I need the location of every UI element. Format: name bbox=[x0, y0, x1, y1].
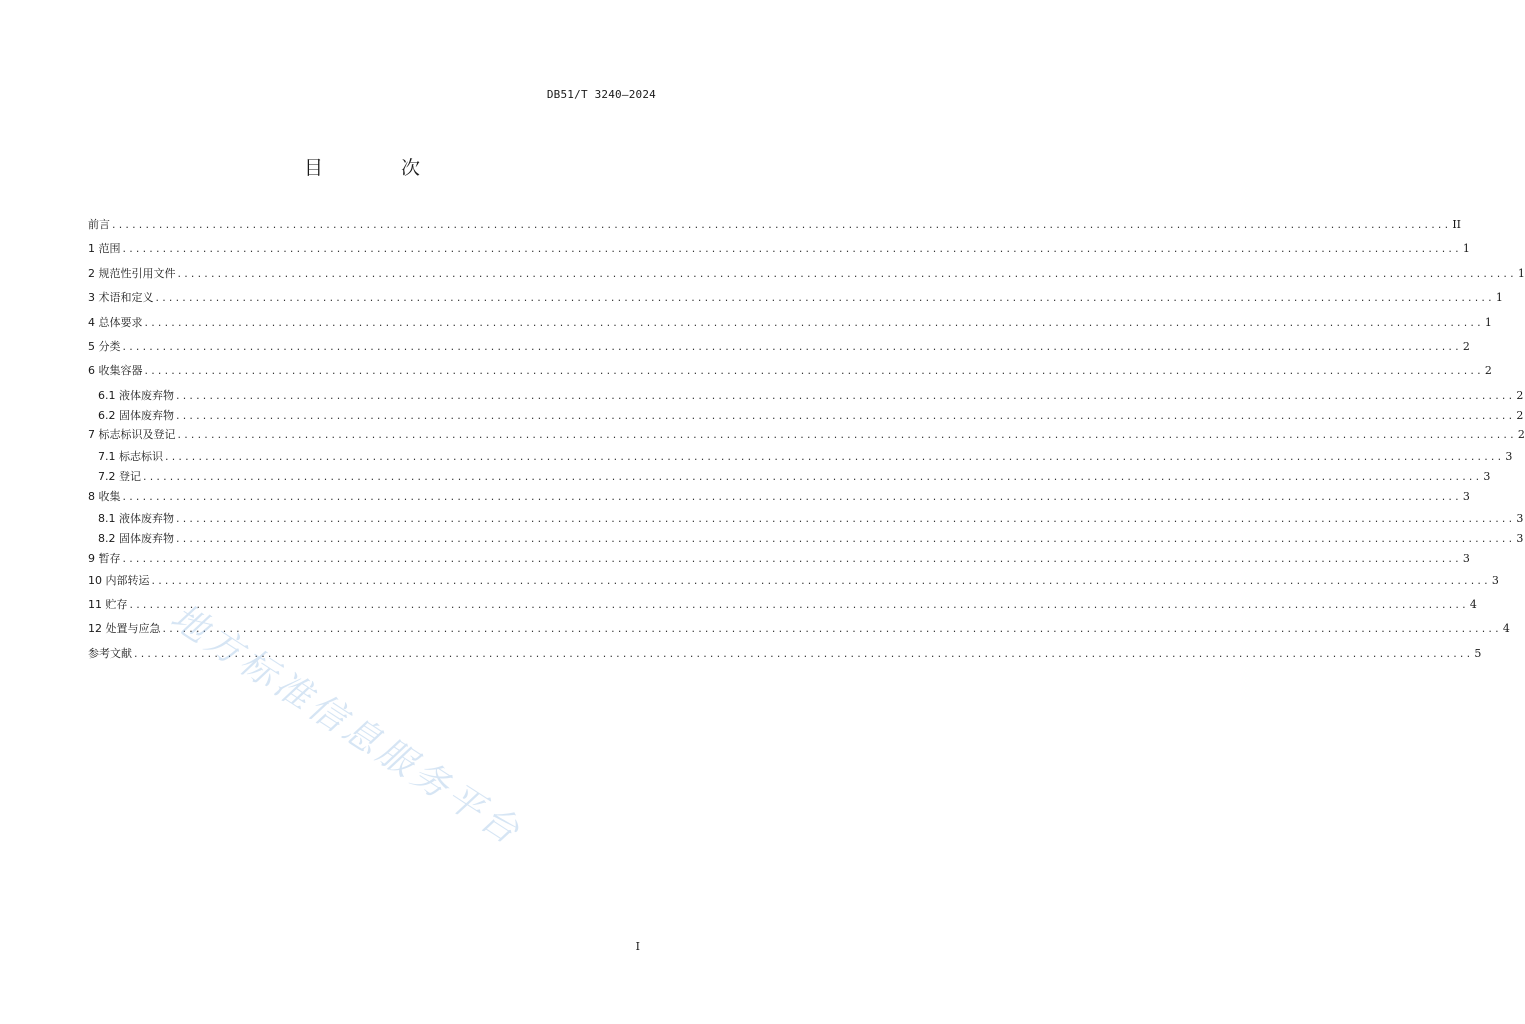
toc-entry[interactable] bbox=[88, 530, 1524, 550]
toc-entry[interactable] bbox=[88, 362, 1492, 386]
toc-entry-label: 12 处置与应急 bbox=[88, 622, 161, 636]
toc-entry-label: 10 内部转运 bbox=[88, 573, 150, 587]
toc-entry-page: 1 bbox=[1517, 266, 1525, 280]
toc-leader-dots: ........................................................................................................................................................................................................ bbox=[144, 364, 1484, 378]
toc-entry-label: 7.2 登记 bbox=[98, 470, 141, 484]
toc-leader-dots: ........................................................................................................................................................................................................ bbox=[176, 408, 1516, 422]
toc-entry-label: 9 暂存 bbox=[88, 551, 121, 565]
toc-leader-dots: ........................................................................................................................................................................................................ bbox=[144, 315, 1484, 329]
toc-leader-dots: ........................................................................................................................................................................................................ bbox=[177, 266, 1517, 280]
toc-entry-page: II bbox=[1452, 218, 1462, 231]
toc-leader-dots: ........................................................................................................................................................................................................ bbox=[122, 551, 1462, 565]
toc-entry-page: 2 bbox=[1462, 339, 1470, 353]
toc-entry-label: 6 收集容器 bbox=[88, 364, 143, 378]
toc-entry-page: 4 bbox=[1502, 622, 1510, 636]
toc-entry-page: 3 bbox=[1491, 573, 1499, 587]
toc-entry-page: 5 bbox=[1474, 646, 1482, 660]
toc-entry[interactable] bbox=[88, 338, 1470, 362]
toc-leader-dots: ........................................................................................................................................................................................................ bbox=[177, 428, 1517, 442]
toc-entry[interactable] bbox=[88, 645, 1482, 669]
toc-entry-label: 3 术语和定义 bbox=[88, 291, 154, 305]
toc-entry-page: 2 bbox=[1516, 388, 1524, 402]
toc-entry-page: 3 bbox=[1505, 450, 1513, 464]
toc-entry-label: 5 分类 bbox=[88, 339, 121, 353]
toc-leader-dots: ........................................................................................................................................................................................................ bbox=[112, 218, 1452, 231]
toc-leader-dots: ........................................................................................................................................................................................................ bbox=[122, 489, 1462, 503]
toc-entry[interactable] bbox=[88, 468, 1491, 488]
toc-entry-page: 3 bbox=[1516, 511, 1524, 525]
toc-entry[interactable] bbox=[88, 488, 1470, 510]
toc-entry[interactable] bbox=[88, 265, 1525, 289]
toc-entry-label: 2 规范性引用文件 bbox=[88, 266, 176, 280]
page-number: I bbox=[635, 940, 640, 953]
toc-entry-page: 4 bbox=[1469, 597, 1477, 611]
toc-title: 目 次 bbox=[303, 157, 457, 179]
toc-entry-page: 1 bbox=[1484, 315, 1492, 329]
toc-leader-dots: ........................................................................................................................................................................................................ bbox=[122, 242, 1462, 256]
toc-entry[interactable] bbox=[88, 387, 1524, 407]
toc-entry-label: 8 收集 bbox=[88, 489, 121, 503]
toc-entry-page: 3 bbox=[1483, 470, 1491, 484]
toc-entry-label: 8.1 液体废弃物 bbox=[98, 511, 174, 525]
toc-entry[interactable] bbox=[88, 216, 1462, 240]
toc-leader-dots: ........................................................................................................................................................................................................ bbox=[176, 511, 1516, 525]
toc-entry-page: 1 bbox=[1495, 291, 1503, 305]
toc-entry[interactable] bbox=[88, 314, 1492, 338]
toc-entry[interactable] bbox=[88, 596, 1477, 620]
toc-entry-label: 参考文献 bbox=[88, 646, 132, 660]
toc-entry-page: 3 bbox=[1516, 531, 1524, 545]
toc-entry-page: 3 bbox=[1462, 489, 1470, 503]
document-code: DB51/T 3240—2024 bbox=[546, 88, 656, 101]
toc-entry[interactable] bbox=[88, 289, 1503, 313]
toc-entry[interactable] bbox=[88, 448, 1513, 468]
watermark: 地方标准信息服务平台 bbox=[163, 596, 530, 855]
toc-leader-dots: ........................................................................................................................................................................................................ bbox=[151, 573, 1491, 587]
table-of-contents bbox=[88, 216, 1525, 669]
toc-entry[interactable] bbox=[88, 426, 1525, 448]
toc-leader-dots: ........................................................................................................................................................................................................ bbox=[165, 450, 1505, 464]
toc-entry[interactable] bbox=[88, 572, 1499, 596]
toc-entry-label: 前言 bbox=[88, 218, 110, 231]
toc-leader-dots: ........................................................................................................................................................................................................ bbox=[143, 470, 1483, 484]
toc-entry-label: 7.1 标志标识 bbox=[98, 450, 163, 464]
toc-entry-label: 6.1 液体废弃物 bbox=[98, 388, 174, 402]
toc-leader-dots: ........................................................................................................................................................................................................ bbox=[134, 646, 1474, 660]
toc-entry-label: 4 总体要求 bbox=[88, 315, 143, 329]
toc-entry[interactable] bbox=[88, 407, 1524, 427]
toc-leader-dots: ........................................................................................................................................................................................................ bbox=[162, 622, 1502, 636]
toc-entry-label: 8.2 固体废弃物 bbox=[98, 531, 174, 545]
toc-entry-page: 2 bbox=[1516, 408, 1524, 422]
toc-leader-dots: ........................................................................................................................................................................................................ bbox=[155, 291, 1495, 305]
toc-leader-dots: ........................................................................................................................................................................................................ bbox=[176, 388, 1516, 402]
toc-entry[interactable] bbox=[88, 550, 1470, 572]
toc-entry-label: 1 范围 bbox=[88, 242, 121, 256]
toc-entry-label: 7 标志标识及登记 bbox=[88, 428, 176, 442]
toc-entry-page: 3 bbox=[1462, 551, 1470, 565]
toc-leader-dots: ........................................................................................................................................................................................................ bbox=[122, 339, 1462, 353]
toc-entry-label: 6.2 固体废弃物 bbox=[98, 408, 174, 422]
toc-entry[interactable] bbox=[88, 620, 1510, 644]
toc-leader-dots: ........................................................................................................................................................................................................ bbox=[129, 597, 1469, 611]
toc-leader-dots: ........................................................................................................................................................................................................ bbox=[176, 531, 1516, 545]
toc-entry[interactable] bbox=[88, 510, 1524, 530]
toc-entry[interactable] bbox=[88, 240, 1470, 264]
toc-entry-page: 2 bbox=[1484, 364, 1492, 378]
toc-entry-page: 2 bbox=[1517, 428, 1525, 442]
toc-entry-page: 1 bbox=[1462, 242, 1470, 256]
toc-entry-label: 11 贮存 bbox=[88, 597, 128, 611]
